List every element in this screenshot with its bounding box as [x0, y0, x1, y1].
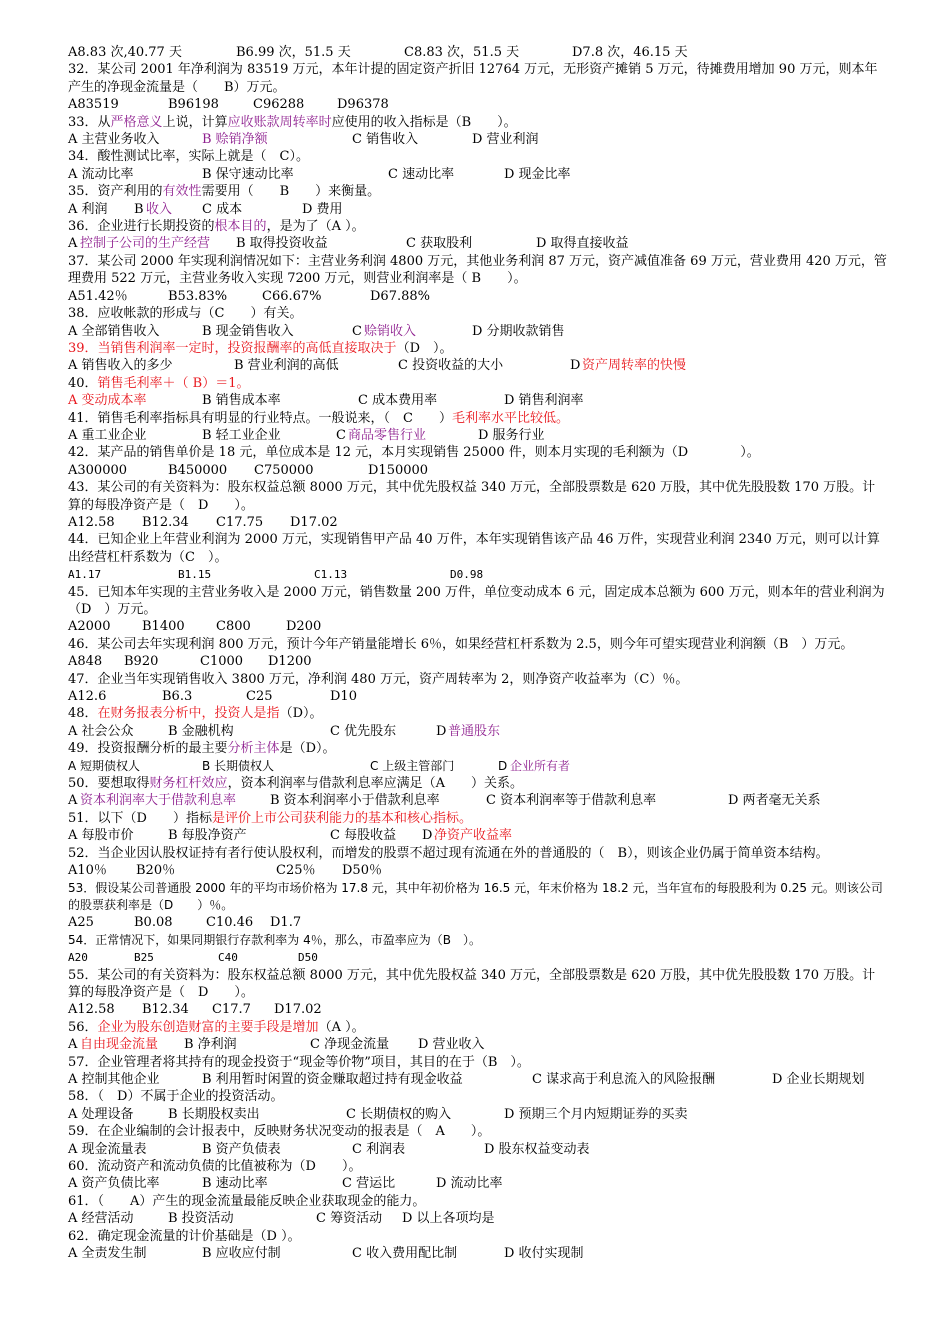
answer-option: C96288 — [253, 97, 305, 113]
answer-option: 资本利润率大于借款利息率 — [80, 793, 237, 809]
question-segment: 54．正常情况下，如果同期银行存款利率为 4％，那么，市盈率应为（B ）。 — [68, 932, 481, 947]
answer-option: B 长期债权人 — [202, 758, 275, 773]
question-segment: 57．企业管理者将其持有的现金投资于“现金等价物”项目，其目的在于（B ）。 — [68, 1054, 530, 1070]
answer-option: C 营运比 — [342, 1176, 396, 1192]
question-text — [68, 410, 888, 427]
question-text — [68, 444, 888, 461]
question-segment: 62．确定现金流量的计价基础是（D ）。 — [68, 1228, 301, 1244]
question-text — [68, 114, 888, 131]
answer-option: B6.3 — [162, 689, 193, 705]
answer-option: A 全部销售收入 — [68, 323, 160, 339]
answer-option: A 资产负债比率 — [68, 1176, 160, 1192]
answer-option: A 社会公众 — [68, 723, 134, 739]
answer-option: A1.17 — [68, 568, 102, 582]
answer-option: D200 — [286, 619, 322, 635]
answer-option: C66.67% — [262, 288, 322, 304]
question-segment: 根本目的 — [214, 219, 267, 235]
answer-option: B53.83% — [168, 288, 228, 304]
answer-option: D — [498, 758, 508, 773]
answer-option: D — [436, 723, 447, 739]
question-text — [68, 340, 888, 357]
answer-options — [68, 166, 888, 183]
answer-option: A20 — [68, 951, 88, 965]
answer-options — [68, 949, 888, 966]
answer-option: A 处理设备 — [68, 1106, 134, 1122]
answer-option: D50 — [298, 951, 318, 965]
answer-option: D7.8 次，46.15 天 — [572, 45, 688, 60]
question-text — [68, 1088, 888, 1105]
answer-option: C 净现金流量 — [310, 1037, 390, 1053]
answer-option: B 取得投资收益 — [236, 236, 328, 252]
answer-option: D 企业长期规划 — [772, 1071, 865, 1087]
answer-option: C10.46 — [206, 915, 254, 931]
answer-option: A 销售收入的多少 — [68, 358, 173, 374]
answer-option: A8.83 次,40.77 天 — [68, 45, 182, 60]
question-segment: 53．假设某公司普通股 2000 年的平均市场价格为 17.8 元，其中年初价格为 16.5 元，年末价格为 18.2 元，当年宣布的每股股利为 0.25 元。则该公司的股票获利率是（D ）％。 — [68, 880, 883, 912]
answer-option: 商品零售行业 — [348, 427, 427, 443]
question-segment: 43．某公司的有关资料为：股东权益总额 8000 万元，其中优先股权益 340 万元，全部股票数是 620 万股，其中优先股股数 170 万股。计算的每股净资产是（ D ）。 — [68, 480, 876, 513]
question-segment: 44．已知企业上年营业利润为 2000 万元，实现销售甲产品 40 万件，本年实现销售该产品 46 万件，实现营业利润 2340 万元，则可以计算出经营杠杆系数为（C ）。 — [68, 532, 880, 565]
question-segment: 55．某公司的有关资料为：股东权益总额 8000 万元，其中优先股权益 340 万元，全部股票数是 620 万股，其中优先股股数 170 万股。计算的每股净资产是（ D ）。 — [68, 967, 876, 1000]
question-text — [68, 218, 888, 235]
answer-option: C8.83 次，51.5 天 — [404, 45, 520, 60]
answer-option: D — [422, 828, 433, 844]
question-segment: 35．资产利用的 — [68, 184, 163, 200]
answer-options — [68, 1071, 888, 1088]
answer-option: D1.7 — [270, 915, 302, 931]
answer-option: D17.02 — [274, 1002, 322, 1018]
question-segment: 41．销售毛利率指标具有明显的行业特点。一般说来，（ C ） — [68, 410, 452, 426]
question-segment: 48． — [68, 706, 98, 722]
question-segment: 42．某产品的销售单价是 18 元，单位成本是 12 元，本月实现销售 25000 件，则本月实现的毛利额为（D ）。 — [68, 445, 760, 461]
answer-option: A12.6 — [68, 689, 107, 705]
question-text — [68, 1158, 888, 1175]
answer-options — [68, 235, 888, 252]
answer-options — [68, 1210, 888, 1227]
answer-option: A 主营业务收入 — [68, 132, 160, 148]
question-text — [68, 880, 888, 915]
question-text — [68, 479, 888, 514]
answer-options — [68, 792, 888, 809]
question-segment: 34．酸性测试比率，实际上就是（ C）。 — [68, 149, 309, 165]
answer-options — [68, 827, 888, 844]
answer-option: D 股东权益变动表 — [484, 1141, 590, 1157]
question-segment: 60．流动资产和流动负债的比值被称为（D ）。 — [68, 1159, 362, 1174]
answer-option: A — [68, 793, 78, 809]
answer-options — [68, 462, 888, 479]
answer-option: B 现金销售收入 — [202, 323, 294, 339]
question-text — [68, 636, 888, 653]
answer-option: 企业所有者 — [510, 758, 571, 773]
answer-option: D 服务行业 — [478, 427, 545, 443]
question-segment: 51．以下（D ）指标 — [68, 810, 212, 826]
question-text — [68, 531, 888, 566]
answer-option: D — [570, 358, 581, 374]
answer-option: D 预期三个月内短期证券的买卖 — [504, 1106, 688, 1122]
answer-option: B12.34 — [142, 1002, 189, 1018]
answer-options — [68, 323, 888, 340]
answer-option: B 营业利润的高低 — [234, 358, 339, 374]
answer-option: B 利用暂时闲置的资金赚取超过持有现金收益 — [202, 1071, 463, 1087]
answer-options — [68, 131, 888, 148]
answer-options — [68, 862, 888, 879]
question-text — [68, 671, 888, 688]
question-text — [68, 253, 888, 288]
question-segment: （A ）。 — [318, 1019, 365, 1035]
answer-option: D 两者毫无关系 — [728, 793, 821, 809]
question-segment: （D）。 — [279, 706, 323, 722]
question-text — [68, 1123, 888, 1140]
answer-options — [68, 288, 888, 305]
answer-option: B 资产负债表 — [202, 1141, 281, 1157]
answer-option: D 收付实现制 — [504, 1246, 584, 1262]
answer-option: C 获取股利 — [406, 236, 473, 252]
question-text — [68, 740, 888, 757]
answer-option: C 谋求高于利息流入的风险报酬 — [532, 1071, 716, 1087]
answer-option: B 销售成本率 — [202, 393, 281, 409]
question-segment: 需要用（ B ）来衡量。 — [201, 184, 381, 200]
question-text — [68, 967, 888, 1002]
answer-option: B 赊销净额 — [202, 132, 268, 148]
question-segment: 49．投资报酬分析的最主要 — [68, 741, 228, 757]
answer-option: B96198 — [168, 97, 219, 113]
question-segment: ，是为了（A ）。 — [266, 219, 365, 235]
answer-option: C 每股收益 — [330, 828, 397, 844]
answer-options — [68, 618, 888, 635]
answer-option: D 取得直接收益 — [536, 236, 629, 252]
answer-option: D1200 — [268, 654, 312, 670]
question-segment: 36．企业进行长期投资的 — [68, 219, 215, 235]
answer-option: C40 — [218, 951, 238, 965]
question-segment: 毛利率水平比较低。 — [452, 410, 570, 426]
answer-option: D 费用 — [302, 201, 343, 217]
question-segment: 是评价上市公司获利能力的基本和核心指标。 — [211, 810, 472, 826]
answer-option: A 利润 — [68, 201, 108, 217]
answer-options — [68, 1001, 888, 1018]
answer-option: 自由现金流量 — [80, 1037, 159, 1053]
answer-option: 净资产收益率 — [434, 828, 513, 844]
answer-option: C — [352, 323, 362, 339]
answer-option: B0.08 — [134, 915, 173, 931]
answer-option: D 营业收入 — [418, 1037, 485, 1053]
answer-options — [68, 1141, 888, 1158]
answer-option: C 投资收益的大小 — [398, 358, 504, 374]
answer-option: B 投资活动 — [168, 1211, 234, 1227]
answer-options — [68, 357, 888, 374]
question-segment: 56． — [68, 1019, 98, 1035]
answer-options — [68, 653, 888, 670]
question-segment: 61．（ A）产生的现金流量最能反映企业获取现金的能力。 — [68, 1193, 426, 1209]
answer-option: C 上级主管部门 — [370, 758, 455, 773]
answer-option: A 每股市价 — [68, 828, 134, 844]
question-text — [68, 148, 888, 165]
answer-option: C17.75 — [216, 514, 264, 530]
question-segment: 应使用的收入指标是（B ）。 — [331, 114, 517, 130]
answer-option: B12.34 — [142, 514, 189, 530]
answer-options — [68, 514, 888, 531]
answer-option: A83519 — [68, 97, 119, 113]
answer-option: C 成本费用率 — [358, 393, 438, 409]
question-segment: 40． — [68, 375, 98, 391]
answer-option: D67.88% — [370, 288, 430, 304]
answer-option: B 轻工业企业 — [202, 427, 281, 443]
answer-option: A848 — [68, 654, 103, 670]
question-segment: 58．（ D）不属于企业的投资活动。 — [68, 1089, 284, 1105]
answer-option: A12.58 — [68, 514, 115, 530]
answer-option: A 现金流量表 — [68, 1141, 147, 1157]
answer-options — [68, 44, 888, 61]
answer-options — [68, 566, 888, 583]
question-text — [68, 705, 888, 722]
answer-option: A 全责发生制 — [68, 1246, 147, 1262]
answer-option: D150000 — [368, 462, 429, 478]
answer-option: C 成本 — [202, 201, 243, 217]
answer-options — [68, 914, 888, 931]
question-text — [68, 1054, 888, 1071]
answer-option: 控制子公司的生产经营 — [80, 236, 211, 252]
answer-options — [68, 392, 888, 409]
question-segment: 当销售利润率一定时，投资报酬率的高低直接取决于 — [97, 340, 397, 356]
answer-option: C 筹资活动 — [316, 1211, 383, 1227]
answer-option: C25％ — [276, 863, 316, 879]
answer-option: A 经营活动 — [68, 1211, 134, 1227]
answer-option: A 流动比率 — [68, 166, 134, 182]
answer-options — [68, 1245, 888, 1262]
answer-option: 赊销收入 — [364, 323, 417, 339]
answer-option: C800 — [216, 619, 251, 635]
question-text — [68, 61, 888, 96]
answer-option: A51.42％ — [68, 288, 128, 304]
answer-option: B6.99 次，51.5 天 — [236, 45, 351, 60]
answer-options — [68, 201, 888, 218]
question-segment: 46．某公司去年实现利润 800 万元，预计今年产销量能增长 6％，如果经营杠杆系数为 2.5，则今年可望实现营业利润额（B ）万元。 — [68, 636, 854, 652]
question-segment: 52．当企业因认股权证持有者行使认股权利，而增发的股票不超过现有流通在外的普通股的（ B），则该企业仍属于简单资本结构。 — [68, 845, 829, 861]
answer-option: B 净利润 — [184, 1037, 237, 1053]
answer-option: C750000 — [254, 462, 314, 478]
question-segment: 38．应收帐款的形成与（C ）有关。 — [68, 306, 303, 322]
answer-option: C 资本利润率等于借款利息率 — [486, 793, 657, 809]
answer-option: D 分期收款销售 — [472, 323, 565, 339]
answer-option: C 速动比率 — [388, 166, 455, 182]
answer-option: D 营业利润 — [472, 132, 539, 148]
question-segment: 是（D）。 — [279, 741, 336, 757]
question-segment: 上说，计算 — [162, 114, 228, 130]
answer-option: A25 — [68, 915, 94, 931]
question-segment: 财务杠杆效应 — [149, 776, 228, 792]
answer-option: A 控制其他企业 — [68, 1071, 160, 1087]
answer-option: A300000 — [68, 462, 128, 478]
answer-option: B 保守速动比率 — [202, 166, 294, 182]
answer-option: A 重工业企业 — [68, 427, 147, 443]
answer-option: B 应收应付制 — [202, 1246, 281, 1262]
answer-option: C25 — [246, 689, 273, 705]
question-text — [68, 810, 888, 827]
answer-option: C1000 — [200, 654, 244, 670]
question-text — [68, 845, 888, 862]
answer-option: C 销售收入 — [352, 132, 419, 148]
question-text — [68, 1193, 888, 1210]
answer-option: B450000 — [168, 462, 228, 478]
answer-option: 资产周转率的快慢 — [582, 358, 687, 374]
question-segment: 应收账款周转率时 — [227, 114, 332, 130]
answer-option: C 优先股东 — [330, 723, 397, 739]
answer-option: D10 — [330, 689, 357, 705]
question-segment: 严格意义 — [110, 114, 163, 130]
answer-option: D0.98 — [450, 568, 484, 582]
answer-option: B 金融机构 — [168, 723, 234, 739]
question-text — [68, 305, 888, 322]
question-segment: 39． — [68, 340, 98, 356]
answer-option: B920 — [124, 654, 159, 670]
answer-option: A — [68, 236, 78, 252]
answer-options — [68, 1036, 888, 1053]
answer-option: A2000 — [68, 619, 111, 635]
question-segment: 企业为股东创造财富的主要手段是增加 — [97, 1019, 319, 1035]
answer-option: A 短期债权人 — [68, 758, 141, 773]
answer-options — [68, 96, 888, 113]
question-segment: 59．在企业编制的会计报表中，反映财务状况变动的报表是（ A ）。 — [68, 1124, 491, 1140]
answer-option: B 每股净资产 — [168, 828, 247, 844]
question-segment: 47．企业当年实现销售收入 3800 万元，净利润 480 万元，资产周转率为 2，则净资产收益率为（C）％。 — [68, 671, 689, 687]
answer-option: D17.02 — [290, 514, 338, 530]
answer-option: D 现金比率 — [504, 166, 571, 182]
answer-option: D 流动比率 — [436, 1176, 503, 1192]
answer-option: D96378 — [337, 97, 389, 113]
answer-option: B 资本利润率小于借款利息率 — [270, 793, 440, 809]
question-segment: 45．已知本年实现的主营业务收入是 2000 万元，销售数量 200 万件，单位变动成本 6 元，固定成本总额为 600 万元，则本年的营业利润为（D ）万元。 — [68, 584, 885, 617]
question-segment: （D ）。 — [396, 340, 453, 356]
question-text — [68, 584, 888, 619]
question-text — [68, 932, 888, 949]
answer-option: C 收入费用配比制 — [352, 1246, 458, 1262]
question-segment: 分析主体 — [227, 741, 280, 757]
question-text — [68, 1019, 888, 1036]
answer-options — [68, 758, 888, 775]
question-segment: 销售毛利率＋（ B）＝1。 — [97, 375, 250, 391]
answer-option: D 以上各项均是 — [402, 1211, 495, 1227]
question-segment: 37．某公司 2000 年实现利润情况如下：主营业务利润 4800 万元，其他业务利润 87 万元，资产减值准备 69 万元，营业费用 420 万元，管理费用 522 万元，主营业务收入实现 7200 万元，则营业利润率是（ B ）。 — [68, 253, 887, 287]
answer-option: 收入 — [146, 201, 173, 217]
question-segment: 33．从 — [68, 114, 111, 130]
answer-option: 普通股东 — [448, 723, 501, 739]
question-segment: ，资本利润率与借款利息率应满足（A ）关系。 — [227, 776, 523, 792]
answer-options — [68, 723, 888, 740]
answer-option: A — [68, 1037, 78, 1053]
answer-options — [68, 688, 888, 705]
answer-options — [68, 427, 888, 444]
answer-option: B25 — [134, 951, 154, 965]
answer-option: D 销售利润率 — [504, 393, 584, 409]
answer-option: B — [134, 201, 144, 217]
answer-option: B20％ — [136, 863, 176, 879]
answer-option: C1.13 — [314, 568, 348, 582]
question-text — [68, 775, 888, 792]
answer-option: B 速动比率 — [202, 1176, 268, 1192]
answer-option: A 变动成本率 — [68, 393, 147, 409]
question-segment: 32．某公司 2001 年净利润为 83519 万元，本年计提的固定资产折旧 12764 万元，无形资产摊销 5 万元，待摊费用增加 90 万元，则本年产生的净现金流量是（ B）万元。 — [68, 62, 878, 95]
answer-option: A12.58 — [68, 1002, 115, 1018]
question-segment: 有效性 — [162, 184, 202, 200]
question-text — [68, 1228, 888, 1245]
answer-option: A10％ — [68, 863, 107, 879]
question-text — [68, 375, 888, 392]
answer-options — [68, 1175, 888, 1192]
answer-option: D50％ — [342, 863, 382, 879]
question-segment: 50．要想取得 — [68, 776, 150, 792]
answer-option: C 长期债权的购入 — [346, 1106, 452, 1122]
answer-option: C — [336, 427, 346, 443]
answer-option: C 利润表 — [352, 1141, 406, 1157]
answer-option: C17.7 — [212, 1002, 251, 1018]
answer-option: B1.15 — [178, 568, 212, 582]
answer-options — [68, 1106, 888, 1123]
answer-option: B 长期股权卖出 — [168, 1106, 260, 1122]
document-body — [68, 44, 888, 1262]
question-text — [68, 183, 888, 200]
answer-option: B1400 — [142, 619, 185, 635]
question-segment: 在财务报表分析中，投资人是指 — [97, 706, 280, 722]
